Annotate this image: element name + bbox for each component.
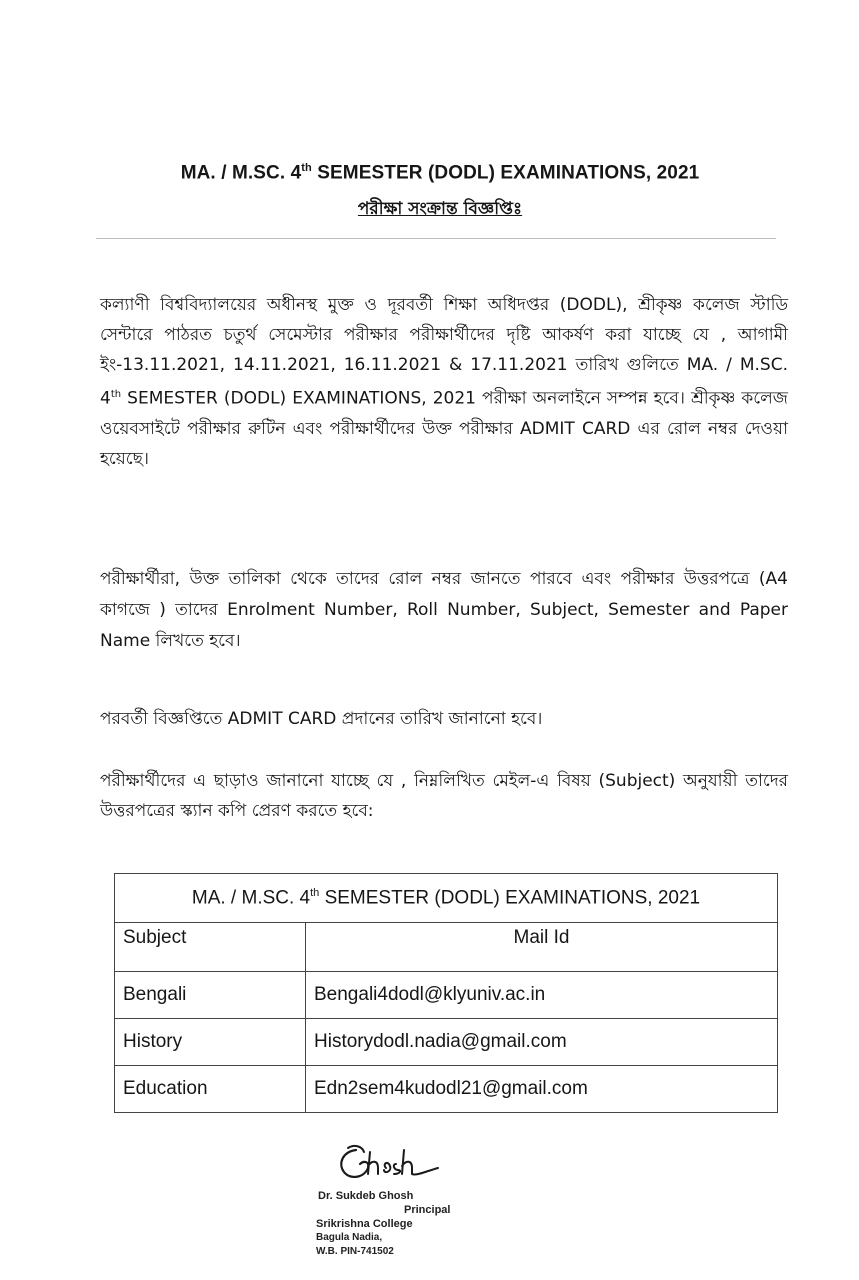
notice-paragraph-3: পরবর্তী বিজ্ঞপ্তিতে ADMIT CARD প্রদানের তারিখ জানানো হবে।: [100, 709, 543, 729]
notice-paragraph-1: কল্যাণী বিশ্ববিদ্যালয়ের অধীনস্থ মুক্ত ও দূরবর্তী শিক্ষা অধিদপ্তর (DODL), শ্রীকৃষ্ণ কলেজ স্টাডি সেন্টারে পাঠরত চতুর্থ সেমেস্টার পরীক্ষার পরীক্ষার্থীদের দৃষ্টি আকর্ষণ করা যাচ্ছে যে , আগামী ইং-13.11.2021, 14.11.2021, 16.11.2021 & 17.11.2021 তারিখ গুলিতে MA. / M.SC. 4th SEMESTER (DODL) EXAMINATIONS, 2021 পরীক্ষা অনলাইনে সম্পন্ন হবে। শ্রীকৃষ্ণ কলেজ ওয়েবসাইটে পরীক্ষার রুটিন এবং পরীক্ষার্থীদের উক্ত পরীক্ষার ADMIT CARD এর রোল নম্বর দেওয়া হয়েছে।: [100, 295, 788, 469]
table-row: [115, 972, 778, 1019]
table-row: [115, 1066, 778, 1113]
page-title: [150, 162, 730, 184]
signatory-designation: Principal: [404, 1204, 451, 1216]
title-text: MA. / M.SC. 4: [180, 162, 302, 184]
table-column-header-row: [115, 923, 778, 972]
table-header-row: [115, 874, 778, 923]
mail-id-table: [114, 873, 778, 1113]
column-header-subject: Subject: [115, 923, 306, 972]
college-name: Srikrishna College: [316, 1218, 413, 1230]
column-header-mail: Mail Id: [306, 923, 778, 972]
subject-cell: Education: [115, 1066, 306, 1113]
signature-block: [316, 1189, 476, 1259]
title-superscript: th: [301, 162, 312, 174]
notice-paragraph-2: পরীক্ষার্থীরা, উক্ত তালিকা থেকে তাদের রোল নম্বর জানতে পারবে এবং পরীক্ষার উত্তরপত্রে (A4 কাগজে ) তাদের Enrolment Number, Roll Number, Subject, Semester and Paper Name লিখতে হবে।: [100, 569, 788, 651]
page-subtitle: পরীক্ষা সংক্রান্ত বিজ্ঞপ্তিঃ: [357, 199, 523, 219]
subject-cell: History: [115, 1019, 306, 1066]
mail-cell: Bengali4dodl@klyuniv.ac.in: [306, 972, 778, 1019]
signatory-name: Dr. Sukdeb Ghosh: [318, 1190, 414, 1202]
table-row: [115, 1019, 778, 1066]
table-title-cell: MA. / M.SC. 4th SEMESTER (DODL) EXAMINATIONS, 2021: [115, 874, 778, 923]
handwritten-signature: [334, 1142, 444, 1188]
subject-cell: Bengali: [115, 972, 306, 1019]
header-divider: [96, 238, 776, 239]
college-pin: W.B. PIN-741502: [316, 1246, 394, 1257]
notice-paragraph-4: পরীক্ষার্থীদের এ ছাড়াও জানানো যাচ্ছে যে , নিম্নলিখিত মেইল-এ বিষয় (Subject) অনুযায়ী তাদের উত্তরপত্রের স্ক্যান কপি প্রেরণ করতে হবে:: [100, 771, 788, 821]
college-place: Bagula Nadia,: [316, 1232, 383, 1243]
mail-cell: Historydodl.nadia@gmail.com: [306, 1019, 778, 1066]
mail-cell: Edn2sem4kudodl21@gmail.com: [306, 1066, 778, 1113]
title-text-rest: SEMESTER (DODL) EXAMINATIONS, 2021: [311, 162, 700, 184]
